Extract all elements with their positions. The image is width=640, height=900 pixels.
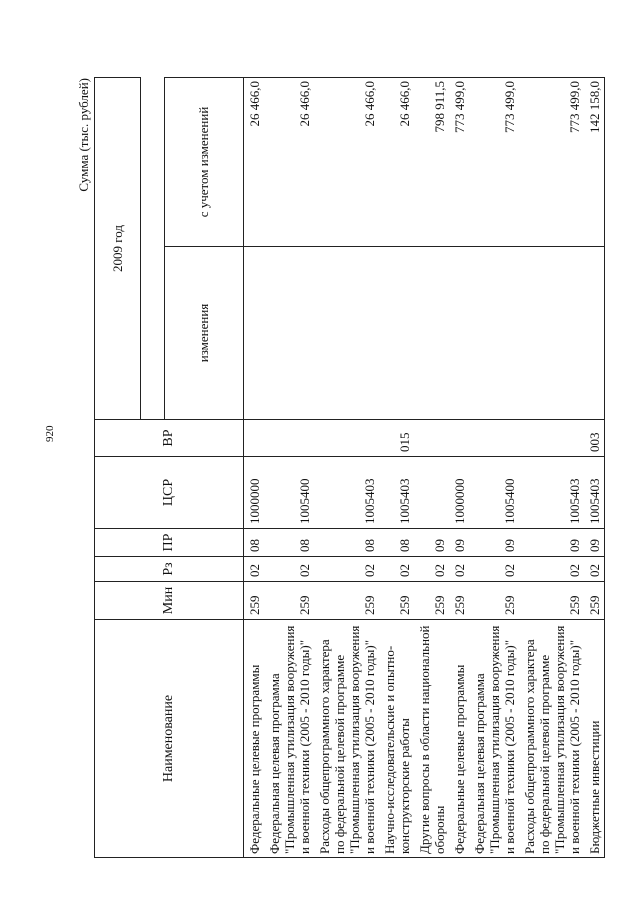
row-rz: 02 <box>264 557 314 582</box>
row-total: 26 466,0 <box>379 78 414 247</box>
row-pr: 08 <box>379 529 414 557</box>
row-rz: 02 <box>314 557 379 582</box>
row-total: 773 499,0 <box>469 78 519 247</box>
row-vr <box>314 420 379 457</box>
row-min: 259 <box>584 582 605 620</box>
rotated-page-content <box>76 78 602 858</box>
row-total: 773 499,0 <box>449 78 469 247</box>
row-csr: 1005400 <box>469 457 519 529</box>
row-pr: 08 <box>264 529 314 557</box>
row-csr: 1005403 <box>584 457 605 529</box>
header-vr: ВР <box>95 420 244 457</box>
row-min: 259 <box>414 582 449 620</box>
row-name: Бюджетные инвестиции <box>584 620 605 858</box>
row-pr: 09 <box>584 529 605 557</box>
row-total: 26 466,0 <box>244 78 265 247</box>
row-csr: 1005400 <box>264 457 314 529</box>
row-changes <box>449 247 469 420</box>
table-row <box>264 78 314 858</box>
row-name: Другие вопросы в области национальной обороны <box>414 620 449 858</box>
row-changes <box>244 247 265 420</box>
row-pr: 09 <box>449 529 469 557</box>
row-name: Расходы общепрограммного характера по федеральной целевой программе "Промышленная утилизация вооружения и военной техники (2005 - 2010 годы)" <box>519 620 584 858</box>
row-name: Расходы общепрограммного характера по федеральной целевой программе "Промышленная утилизация вооружения и военной техники (2005 - 2010 годы)" <box>314 620 379 858</box>
budget-table <box>94 77 605 858</box>
row-changes <box>314 247 379 420</box>
row-total: 798 911,5 <box>414 78 449 247</box>
row-rz: 02 <box>414 557 449 582</box>
header-rz: Рз <box>95 557 244 582</box>
header-with-changes: с учетом изменений <box>165 78 244 247</box>
row-min: 259 <box>519 582 584 620</box>
row-total: 773 499,0 <box>519 78 584 247</box>
row-csr: 1000000 <box>244 457 265 529</box>
row-name: Федеральная целевая программа "Промышленная утилизация вооружения и военной техники (2005 - 2010 годы)" <box>264 620 314 858</box>
row-rz: 02 <box>379 557 414 582</box>
row-name: Научно-исследовательские и опытно-конструкторские работы <box>379 620 414 858</box>
row-changes <box>469 247 519 420</box>
row-csr: 1005403 <box>519 457 584 529</box>
row-vr <box>264 420 314 457</box>
header-csr: ЦСР <box>95 457 244 529</box>
row-name: Федеральные целевые программы <box>244 620 265 858</box>
row-vr <box>449 420 469 457</box>
header-year: 2009 год <box>95 78 141 420</box>
header-changes: изменения <box>165 247 244 420</box>
row-vr <box>469 420 519 457</box>
row-vr: 003 <box>584 420 605 457</box>
table-row <box>519 78 584 858</box>
row-rz: 02 <box>519 557 584 582</box>
table-body <box>244 78 605 858</box>
row-min: 259 <box>379 582 414 620</box>
row-vr <box>244 420 265 457</box>
row-rz: 02 <box>584 557 605 582</box>
row-name: Федеральные целевые программы <box>449 620 469 858</box>
row-rz: 02 <box>244 557 265 582</box>
table-row <box>379 78 414 858</box>
row-min: 259 <box>264 582 314 620</box>
row-changes <box>519 247 584 420</box>
row-changes <box>264 247 314 420</box>
table-row <box>469 78 519 858</box>
row-name: Федеральная целевая программа "Промышленная утилизация вооружения и военной техники (2005 - 2010 годы)" <box>469 620 519 858</box>
row-vr: 015 <box>379 420 414 457</box>
row-pr: 09 <box>414 529 449 557</box>
sum-caption: Сумма (тыс. рублей) <box>76 78 91 192</box>
row-total: 26 466,0 <box>264 78 314 247</box>
header-name: Наименование <box>95 620 244 858</box>
row-csr <box>414 457 449 529</box>
table-row <box>244 78 265 858</box>
row-changes <box>584 247 605 420</box>
row-csr: 1005403 <box>314 457 379 529</box>
row-csr: 1000000 <box>449 457 469 529</box>
row-csr: 1005403 <box>379 457 414 529</box>
row-pr: 08 <box>314 529 379 557</box>
row-min: 259 <box>469 582 519 620</box>
row-pr: 09 <box>519 529 584 557</box>
row-min: 259 <box>449 582 469 620</box>
table-row <box>584 78 605 858</box>
row-rz: 02 <box>449 557 469 582</box>
row-vr <box>519 420 584 457</box>
row-changes <box>414 247 449 420</box>
row-pr: 09 <box>469 529 519 557</box>
row-rz: 02 <box>469 557 519 582</box>
table-row <box>314 78 379 858</box>
row-min: 259 <box>314 582 379 620</box>
table-row <box>414 78 449 858</box>
header-pr: ПР <box>95 529 244 557</box>
header-min: Мин <box>95 582 244 620</box>
row-total: 26 466,0 <box>314 78 379 247</box>
row-total: 142 158,0 <box>584 78 605 247</box>
row-min: 259 <box>244 582 265 620</box>
row-pr: 08 <box>244 529 265 557</box>
row-vr <box>414 420 449 457</box>
table-row <box>449 78 469 858</box>
page-number: 920 <box>44 425 56 442</box>
row-changes <box>379 247 414 420</box>
